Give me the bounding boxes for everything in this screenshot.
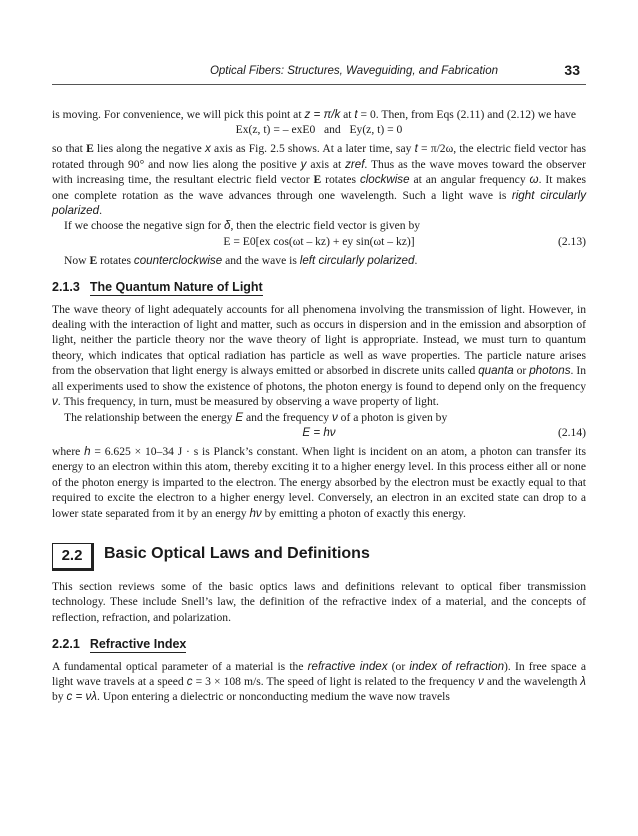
equation-label: (2.13) (557, 234, 586, 248)
equation-label: (2.14) (557, 425, 586, 439)
paragraph: Now E rotates counterclockwise and the wave is left circularly polarized. (64, 253, 418, 267)
paragraph: is moving. For convenience, we will pick this point at z = π/k at t = 0. Then, from Eqs (2.11) and (2.12) we have (52, 108, 577, 121)
paragraph: so that E lies along the negative x axis as Fig. 2.5 shows. At a later time, say t = π/2ω, the electric field vector has rotated through 90° and now lies along the positive y axis at zref. Thus as the wave moves toward the observer with increasing time, the resultant electric field vector E rotates clockwise at an angular frequency ω. It makes one complete rotation as the wave advances through one wavelength. Such a light wave is right circularly polarized. (52, 142, 586, 218)
equation-2-14: E = hν (2.14) (302, 425, 586, 439)
equation-2-13: E = E0[ex cos(ωt – kz) + ey sin(ωt – kz)] (2.13) (223, 234, 586, 248)
paragraph: where h = 6.625 × 10–34 J · s is Planck’s constant. When light is incident on an atom, a photon can transfer its energy to an electron within this atom, thereby exciting it to a higher energy level. In this process either all or none of the photon energy is imparted to the electron. The energy absorbed by the electron must be exactly equal to that required to excite the electron to a higher energy level. Conversely, an electron in an excited state can drop to a lower state separated from it by an energy hν by emitting a photon of exactly this energy. (52, 444, 586, 520)
running-title: Optical Fibers: Structures, Waveguiding, and Fabrication (209, 65, 498, 77)
paragraph: The relationship between the energy E and the frequency ν of a photon is given by (64, 410, 448, 424)
paragraph: This section reviews some of the basic optics laws and definitions relevant to optical fiber transmission technology. These include Snell’s law, the definition of the refractive index of a material, and the concepts of reflection, refraction, and polarization. (52, 579, 586, 624)
section-heading-2-2-1: 2.2.1 Refractive Index (52, 637, 187, 652)
paragraph: The wave theory of light adequately accounts for all phenomena involving the transmission of light. However, in dealing with the interaction of light and matter, such as occurs in dispersion and in the emission and absorption of light, neither the particle theory nor the wave theory of light is appropriate. Instead, we must turn to quantum theory, which indicates that optical radiation has particle as well as wave properties. The particle nature arises from the observation that light energy is always emitted or absorbed in discrete units called quanta or photons. In all experiments used to show the existence of photons, the photon energy is found to depend only on the frequency ν. This frequency, in turn, must be measured by observing a wave property of light. (52, 302, 586, 409)
section-number-box: 2.2 (52, 543, 94, 571)
body-text (52, 107, 586, 705)
paragraph: If we choose the negative sign for δ, then the electric field vector is given by (64, 219, 421, 233)
section-title: Basic Optical Laws and Definitions (104, 544, 370, 562)
page-number: 33 (564, 62, 580, 78)
running-head (52, 60, 586, 85)
paragraph: A fundamental optical parameter of a material is the refractive index (or index of refraction). In free space a light wave travels at a speed c = 3 × 108 m/s. The speed of light is related to the frequency ν and the wavelength λ by c = νλ. Upon entering a dielectric or nonconducting medium the wave now travels (52, 659, 586, 704)
section-heading-2-2 (52, 543, 586, 569)
section-heading-2-1-3: 2.1.3 The Quantum Nature of Light (52, 280, 263, 295)
equation-fields: Ex(z, t) = – exE0 and Ey(z, t) = 0 (235, 123, 403, 137)
